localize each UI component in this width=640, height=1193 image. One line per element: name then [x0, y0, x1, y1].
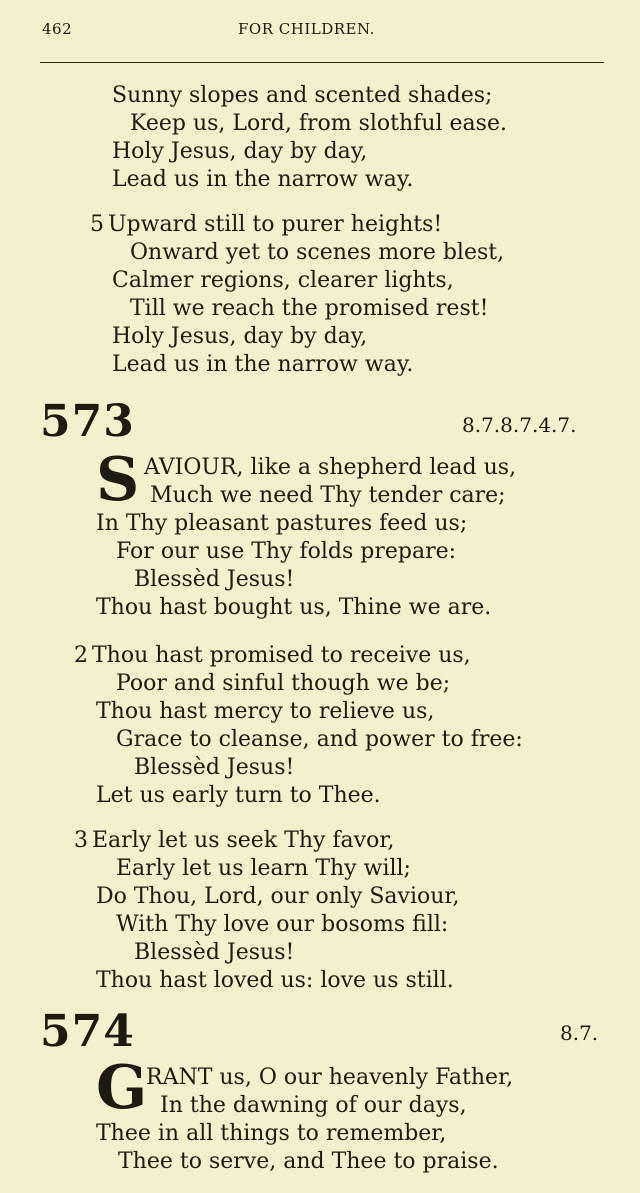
verse-line: Holy Jesus, day by day,: [112, 324, 368, 349]
verse-line: Lead us in the narrow way.: [112, 167, 414, 192]
verse-line: 3 Early let us seek Thy favor,: [74, 828, 395, 853]
hymn-number: 573: [40, 396, 135, 447]
verse-line: In Thy pleasant pastures feed us;: [96, 511, 468, 536]
stanza-number: 5: [90, 212, 104, 237]
verse-line: Thou hast bought us, Thine we are.: [96, 595, 492, 620]
verse-line: Early let us learn Thy will;: [116, 856, 411, 881]
drop-cap: S: [96, 445, 140, 515]
verse-line: Thou hast mercy to relieve us,: [96, 699, 435, 724]
verse-line: For our use Thy folds prepare:: [116, 539, 457, 564]
meter: 8.7.: [560, 1021, 599, 1045]
verse-line: Blessèd Jesus!: [134, 755, 295, 780]
verse-line: Do Thou, Lord, our only Saviour,: [96, 884, 460, 909]
page-number: 462: [42, 20, 73, 38]
verse-line: With Thy love our bosoms fill:: [116, 912, 449, 937]
verse-line: 5 Upward still to purer heights!: [90, 212, 443, 237]
verse-line: Thee in all things to remember,: [96, 1121, 447, 1146]
verse-line: Much we need Thy tender care;: [150, 483, 506, 508]
hymn-number: 574: [40, 1006, 135, 1057]
verse-line: RANT us, O our heavenly Father,: [146, 1065, 514, 1090]
verse-line: Sunny slopes and scented shades;: [112, 83, 493, 108]
page-header: [42, 20, 604, 42]
verse-line: Calmer regions, clearer lights,: [112, 268, 454, 293]
verse-line: 2 Thou hast promised to receive us,: [74, 643, 471, 668]
drop-cap: G: [96, 1053, 148, 1123]
running-head: FOR CHILDREN.: [238, 20, 375, 38]
verse-line: Poor and sinful though we be;: [116, 671, 451, 696]
verse-line: Keep us, Lord, from slothful ease.: [130, 111, 507, 136]
verse-line: Till we reach the promised rest!: [130, 296, 489, 321]
verse-line: Thee to serve, and Thee to praise.: [118, 1149, 499, 1174]
verse-line: Holy Jesus, day by day,: [112, 139, 368, 164]
header-rule: [40, 62, 604, 63]
verse-line: Thou hast loved us: love us still.: [96, 968, 454, 993]
stanza-number: 2: [74, 643, 88, 668]
verse-line: In the dawning of our days,: [160, 1093, 467, 1118]
verse-line: Let us early turn to Thee.: [96, 783, 381, 808]
verse-line: Onward yet to scenes more blest,: [130, 240, 505, 265]
verse-line: Lead us in the narrow way.: [112, 352, 414, 377]
verse-line: Grace to cleanse, and power to free:: [116, 727, 523, 752]
verse-line: AVIOUR, like a shepherd lead us,: [144, 455, 517, 480]
verse-line: Blessèd Jesus!: [134, 567, 295, 592]
meter: 8.7.8.7.4.7.: [462, 413, 577, 437]
stanza-number: 3: [74, 828, 88, 853]
verse-line: Blessèd Jesus!: [134, 940, 295, 965]
